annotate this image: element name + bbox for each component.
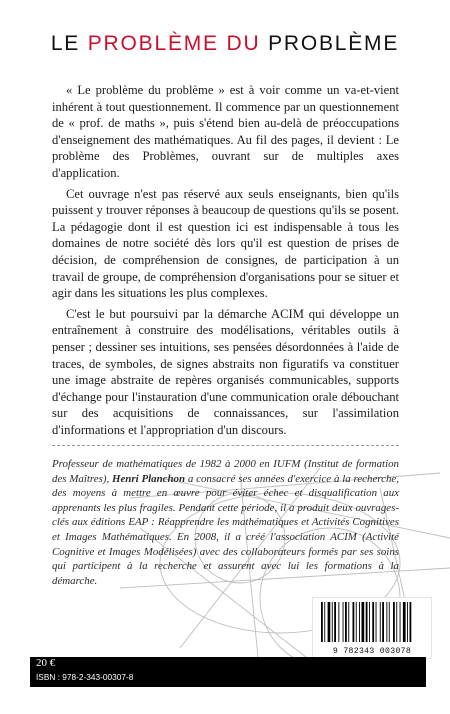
barcode <box>312 597 432 659</box>
barcode-bar <box>393 602 395 642</box>
barcode-digits: 9 782343 003078 <box>332 647 412 656</box>
barcode-bar <box>321 602 323 642</box>
barcode-bar <box>334 602 336 642</box>
title-word-le: LE <box>50 32 81 55</box>
barcode-bar <box>403 602 406 642</box>
barcode-bar <box>343 602 344 642</box>
blurb-paragraph-3: C'est le but poursuivi par la démarche ACIM qui développe un entraînement à construire des modélisations, véritables outils à penser ; dessiner ses intuitions, ses pensées désordonnées à l'aide de traces, de symboles, de signes abstraits non figuratifs va constituer une image abstraite de repères organisés communicables, supports d'échange pour l'instauration d'une communication orale débouchant sur des acquisitions de connaissances, sur l'assimilation d'informations et l'appropriation d'un discours. <box>52 306 399 437</box>
barcode-bar <box>359 602 360 642</box>
barcode-bar <box>376 602 377 642</box>
author-name: Henri Planchon <box>112 472 186 485</box>
isbn-text: ISBN : 978-2-343-00307-8 <box>36 672 134 682</box>
barcode-bar <box>338 602 339 642</box>
barcode-bar <box>356 602 357 642</box>
author-bio-rest: a consacré ses années d'exercice à la recherche, des moyens à mettre en œuvre pour éviter échec et disqualification aux apprenants les plus fragiles. Pendant cette période, il a produit deux ouvrages-clés aux éditions EAP : Réapprendre les mathématiques et Activités Cognitives et Images Mathématiques. En 2008, il a créé l'association ACIM (Activité Cognitive et Images Modélisées) avec des collaborateurs formés par ses soins qui participent à la recherche et assurent avec lui les formations à la démarche. <box>52 472 399 587</box>
separator-rule <box>52 445 399 446</box>
title-word-probleme-du: PROBLÈME DU <box>87 32 261 55</box>
barcode-bar <box>328 602 331 642</box>
blurb <box>52 82 399 442</box>
barcode-bar <box>345 602 347 642</box>
barcode-bar <box>407 602 408 642</box>
barcode-bar <box>382 602 384 642</box>
barcode-bar <box>396 602 397 642</box>
blurb-paragraph-2: Cet ouvrage n'est pas réservé aux seuls enseignants, bien qu'ils puissent y trouver réponses à beaucoup de questions qu'ils se posent. La pédagogie dont il est question ici est indispensable à tous les domaines de notre société dès lors qu'il est question de prises de décision, de compréhension de consignes, de participation à un travail de groupe, de compréhension d'organisations pour se situer et agir dans les situations les plus complexes. <box>52 186 399 301</box>
barcode-bar <box>372 602 374 642</box>
barcode-bar <box>324 602 325 642</box>
barcode-bar <box>353 602 355 642</box>
barcode-bar <box>369 602 370 642</box>
title-word-probleme: PROBLÈME <box>268 32 400 55</box>
barcode-bar <box>362 602 365 642</box>
barcode-bar <box>380 602 381 642</box>
book-title <box>0 32 450 56</box>
barcode-bar <box>332 602 333 642</box>
price: 20 € <box>36 657 56 669</box>
barcode-bar <box>386 602 387 642</box>
barcode-bar <box>400 602 401 642</box>
author-bio <box>52 457 399 588</box>
barcode-bars <box>319 602 425 642</box>
barcode-bar <box>389 602 390 642</box>
blurb-paragraph-1: « Le problème du problème » est à voir comme un va-et-vient inhérent à tout questionnement. Il commence par un questionnement de « prof. de maths », puis s'étend bien au-delà de préoccupations d'enseignement des mathématiques. Au fil des pages, il devient : Le problème des Problèmes, ouvrant sur de multiples axes d'application. <box>52 83 399 180</box>
author-bio-intro: Professeur de mathématiques de 1982 à 2000 en IUFM (Institut de formation des Maîtres), <box>52 458 399 485</box>
barcode-bar <box>366 602 368 642</box>
barcode-bar <box>410 602 412 642</box>
barcode-bar <box>348 602 349 642</box>
